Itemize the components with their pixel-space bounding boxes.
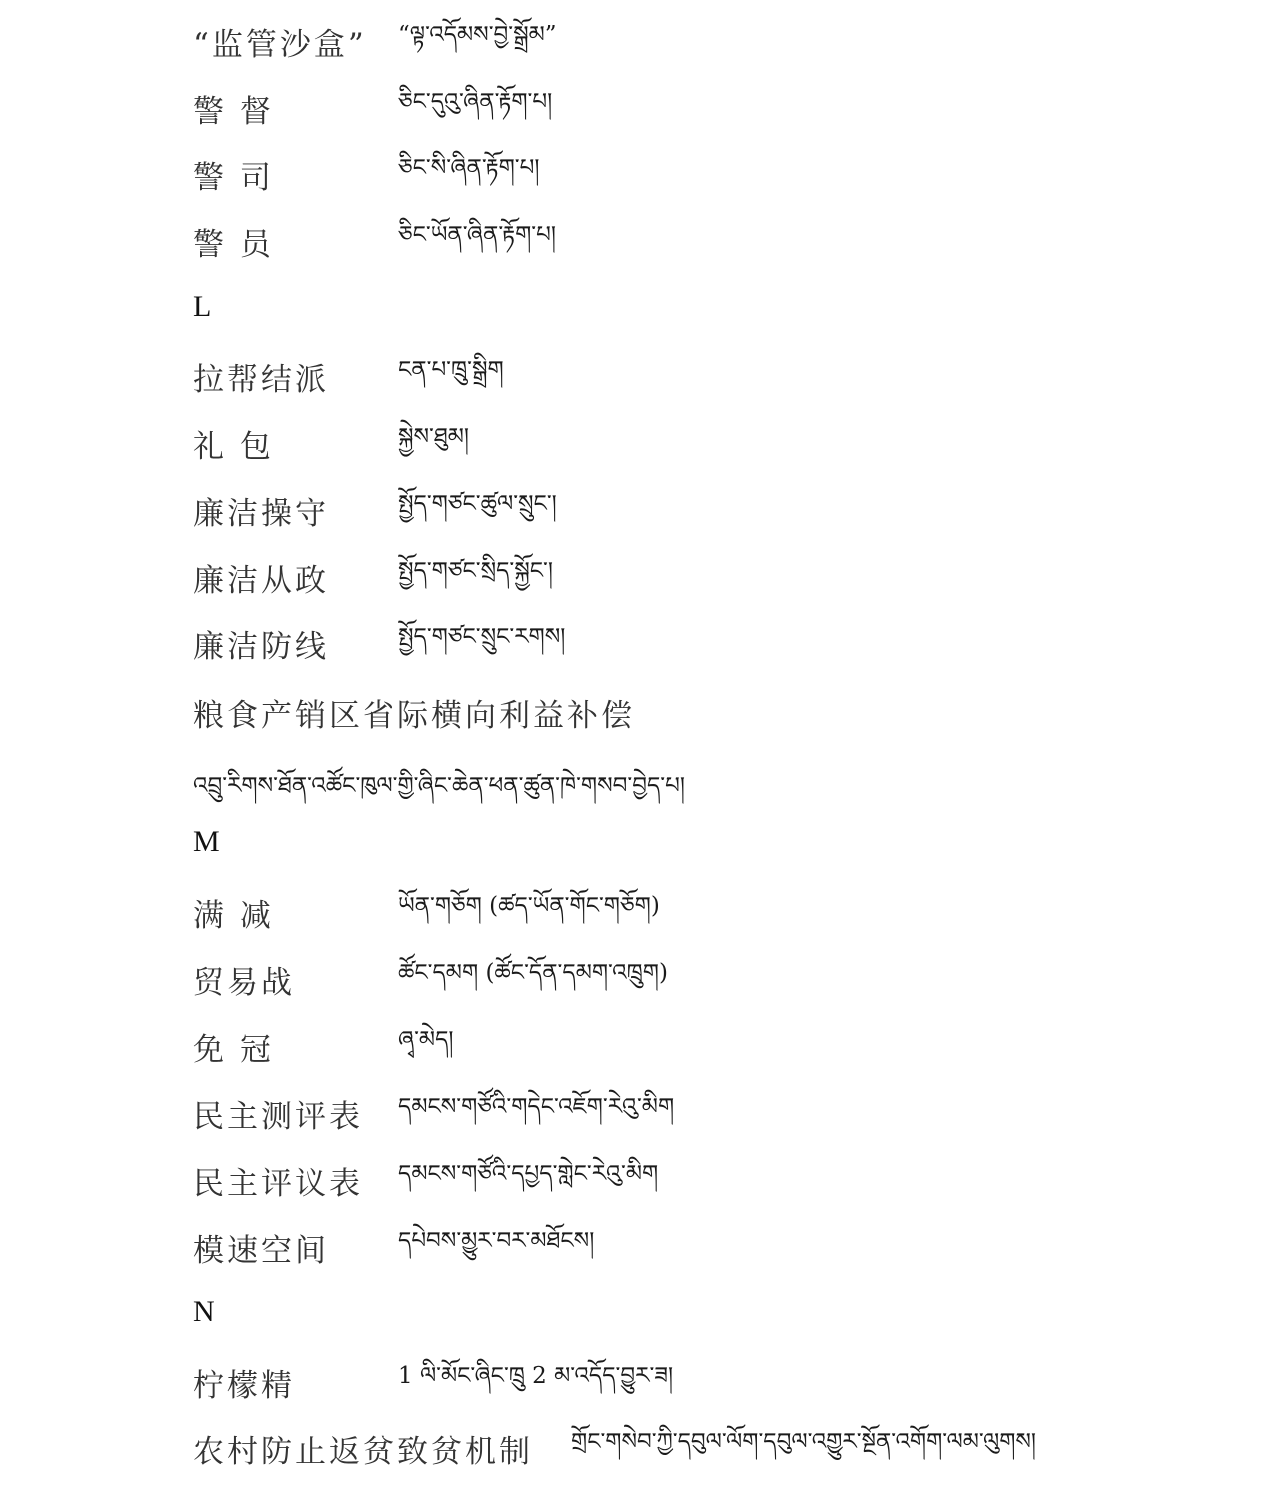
tibetan-translation: ཡོན་གཅོག (ཚད་ཡོན་གོང་གཅོག) [398,892,660,919]
glossary-entry [193,1357,674,1407]
tibetan-translation: དམངས་གཙོའི་གདེང་འཇོག་རེའུ་མིག [398,1093,675,1120]
glossary-entry [193,1155,659,1205]
tibetan-translation: སྤྱོད་གཙང་ཚུལ་སྲུང་། [398,490,557,517]
chinese-term: 模速空间 [193,1232,329,1269]
tibetan-translation: ངན་པ་ཁྲུ་སྒྲིག [398,356,504,383]
glossary-entry [193,83,553,133]
tibetan-translation: ཚོང་དམག (ཚོང་དོན་དམག་འཁྲུག) [398,959,668,986]
glossary-entry [193,552,553,602]
glossary-entry [193,485,557,535]
long-chinese-term: 粮食产销区省际横向利益补偿 [193,698,635,734]
tibetan-translation: སྤྱོད་གཙང་སྲིད་སྐྱོང་། [398,557,553,584]
chinese-term: 满 减 [193,897,274,934]
chinese-term: 廉洁防线 [193,628,329,665]
tibetan-translation: “ལྟ་འདོམས་བྱེ་སྒྲོམ” [398,21,557,48]
chinese-term: 警 司 [193,159,274,196]
chinese-term: 警 督 [193,93,274,130]
tibetan-translation: སྤྱོད་གཙང་སྲུང་རགས། [398,623,566,650]
tibetan-translation: ཅིང་ཡོན་ཞིན་རྟོག་པ། [398,221,556,248]
chinese-term: 柠檬精 [193,1367,295,1404]
chinese-term: 警 员 [193,226,274,263]
glossary-entry [193,149,540,199]
long-tibetan-translation: འབྲུ་རིགས་ཐོན་འཚོང་ཁུལ་གྱི་ཞིང་ཆེན་ཕན་ཚུན་ཁེ་གསབ་བྱེད་པ། [193,773,685,799]
chinese-term: 农村防止返贫致贫机制 [193,1433,533,1470]
glossary-entry [193,216,556,266]
section-letter-l: L [193,290,212,323]
chinese-term: 礼 包 [193,428,274,465]
tibetan-translation: སྐྱེས་ཐུམ། [398,423,470,450]
glossary-entry [193,1088,675,1138]
chinese-term: “监管沙盒” [193,26,367,63]
glossary-entry [193,954,668,1004]
glossary-entry [193,351,504,401]
glossary-entry [193,418,470,468]
chinese-term: 贸易战 [193,964,295,1001]
section-letter-m: M [193,825,220,858]
tibetan-translation: ཞྭ་མེད། [398,1026,454,1053]
tibetan-translation: ཅིང་དུའུ་ཞིན་རྟོག་པ། [398,88,553,115]
chinese-term: 廉洁从政 [193,562,329,599]
chinese-term: 民主评议表 [193,1165,363,1202]
tibetan-translation: གྲོང་གསེབ་ཀྱི་དབུལ་ལོག་དབུལ་འགྱུར་སྔོན་འགོག་ལམ་ལུགས། [571,1428,1037,1455]
glossary-entry [193,887,660,937]
section-letter-n: N [193,1295,215,1328]
tibetan-translation: དམངས་གཙོའི་དཔྱད་གླེང་རེའུ་མིག [398,1160,659,1187]
chinese-term: 免 冠 [193,1031,274,1068]
glossary-entry [193,618,566,668]
chinese-term: 廉洁操守 [193,495,329,532]
chinese-term: 拉帮结派 [193,361,329,398]
tibetan-translation: 1 ལི་མོང་ཞིང་ཁྲུ 2 མ་འདོད་བྱུར་ཟ། [398,1362,674,1389]
glossary-entry [193,1423,1037,1473]
glossary-entry [193,16,557,66]
chinese-term: 民主测评表 [193,1098,363,1135]
tibetan-translation: དཔེབས་མྱུར་བར་མཐོངས། [398,1227,595,1254]
glossary-entry [193,1222,595,1272]
glossary-entry [193,1021,454,1071]
tibetan-translation: ཅིང་སི་ཞིན་རྟོག་པ། [398,154,540,181]
